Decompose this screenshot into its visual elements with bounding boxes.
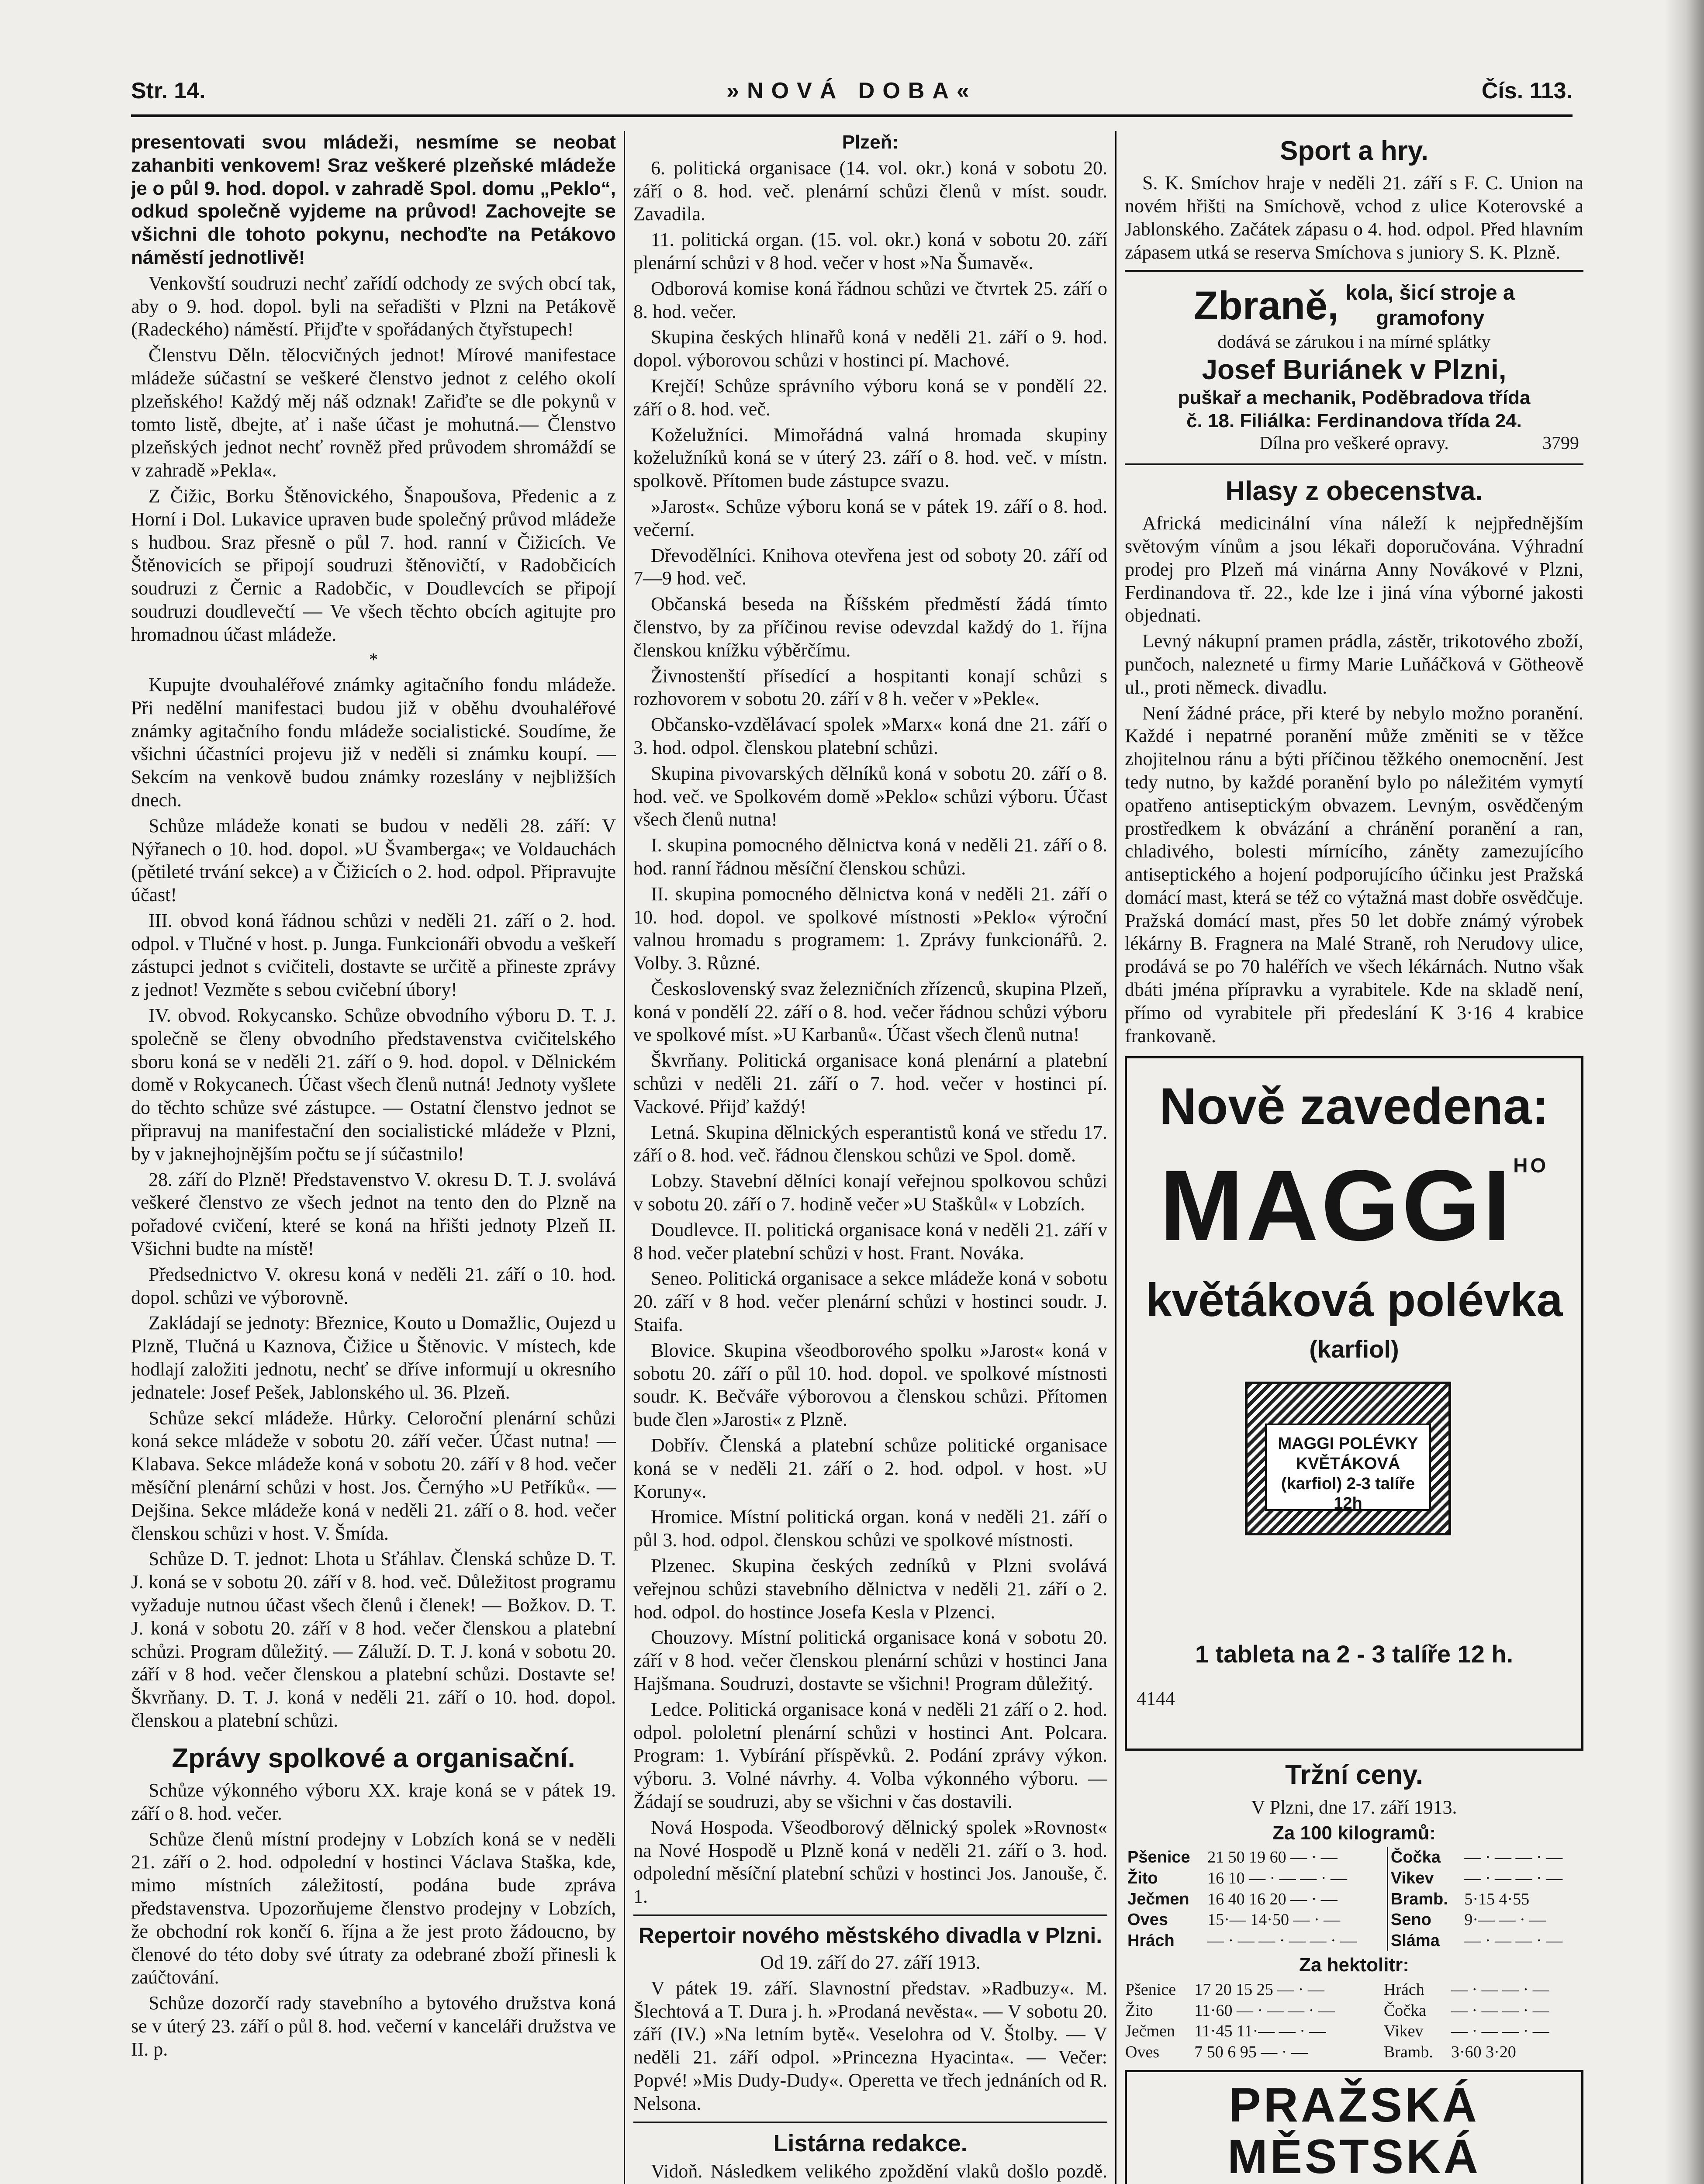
- letters-body: Vidoň. Následkem velikého zpoždění vlaků došlo pozdě.: [651, 2160, 1107, 2182]
- divider: [1125, 270, 1583, 272]
- paragraph: Lobzy. Stavební dělníci konají veřejnou spolkovou schůzi v sobotu 20. září o 7. hodině večer »U Staškůl« v Lobzích.: [633, 1170, 1107, 1215]
- paragraph: Blovice. Skupina všeodborového spolku »Jarost« koná v sobotu 20. září o půl 10. hod. dopol. ve spolkové místnosti soudr. K. Bečváře výborovou a členskou schůzi. Přítomen bude člen »Jarosti« z Plzně.: [633, 1339, 1107, 1431]
- price-row: [1125, 1910, 1583, 1931]
- commodity-name: Vikev: [1383, 2022, 1424, 2041]
- paragraph: Letná. Skupina dělnických esperantistů koná ve středu 17. září o 8. hod. več. řádnou členskou schůzi ve Spol. domě.: [633, 1121, 1107, 1166]
- column-3: [1125, 131, 1583, 2184]
- price-row: [1125, 2021, 1583, 2042]
- commodity-name: Žito: [1127, 1869, 1158, 1887]
- letters-heading: Listárna redakce.: [773, 2130, 968, 2156]
- market-unit-label: Za 100 kilogramů:: [1272, 1822, 1436, 1844]
- price-row: [1125, 1931, 1583, 1952]
- commodity-name: Pšenice: [1127, 1848, 1190, 1867]
- paragraph: III. obvod koná řádnou schůzi v neděli 21. září o 2. hod. odpol. v Tlučné v host. p. Junga. Funkcionáři obvodu a veškeří zástupci jednot s cvičiteli, dostavte se určitě a přineste zprávy z jednot! Vezměte s sebou cvičební úbory!: [131, 909, 616, 1001]
- section-heading: Zprávy spolkové a organisační.: [172, 1743, 575, 1773]
- paragraph: Předsednictvo V. okresu koná v neděli 21. září o 10. hod. dopol. schůzi ve výborovně.: [131, 1263, 616, 1308]
- paragraph: 6. politická organisace (14. vol. okr.) koná v sobotu 20. září o 8. hod. več. plenární schůzi členů v míst. soudr. Zavadila.: [633, 157, 1107, 225]
- ad-headline: [1125, 280, 1583, 331]
- commodity-prices: — · — — · —: [1464, 1931, 1563, 1950]
- paragraph: Skupina pivovarských dělníků koná v sobotu 20. září o 8. hod. več. ve Spolkovém domě »Peklo« schůzi výboru. Účast všech členů nutna!: [633, 762, 1107, 830]
- market-prices-heading: Tržní ceny.: [1285, 1760, 1423, 1790]
- commodity-name: Čočka: [1387, 1847, 1462, 1868]
- commodity-prices: — · — — · — — · —: [1207, 1931, 1357, 1950]
- commodity-prices: 3·60 3·20: [1451, 2042, 1516, 2061]
- paragraph: Členstvu Děln. tělocvičných jednot! Mírové manifestace mládeže súčastní se veškeré členstvo jednot z celého okolí plzeňského! Každý měj náš odznak! Zařiďte se dle pokynů v tomto listě, dbejte, ať i naše účast je mohutná.— Členstvo plzeňských jednot nechť rovněž před průvodem shromáždí se v zahradě »Pekla«.: [131, 344, 616, 481]
- paragraph: 11. politická organ. (15. vol. okr.) koná v sobotu 20. září plenární schůzi v 8 hod. večer v host »Na Šumavě«.: [633, 229, 1107, 273]
- commodity-name: Hrách: [1127, 1931, 1175, 1950]
- ad-title: PRAŽSKÁ: [1229, 2078, 1479, 2132]
- commodity-prices: 11·60 — · — — · —: [1194, 2001, 1335, 2020]
- paragraph: Ledce. Politická organisace koná v neděli 21 září o 2. hod. odpol. pololetní plenární schůzi v hostinci Ant. Polcara. Program: 1. Vybírání příspěvků. 2. Podání zprávy výkon. výboru. 3. Volné návrhy. 4. Volba výkonného výboru. — Žádají se soudruzi, aby se všichni v čas dostavili.: [633, 1698, 1107, 1812]
- paragraph: IV. obvod. Rokycansko. Schůze obvodního výboru D. T. J. společně se členy obvodního představenstva cvičitelského sboru koná se v neděli 21. září o 9. hod. dopol. v Dělnickém domě v Rokycanech. Účast všech členů nutná! Jednoty vyšlete do těchto schůze své zástupce. — Ostatní členstvo jednot se připravuj na manifestační den socialistické mládeže v Plzni, by v jaknejhojnějším počtu se jí súčastnilo!: [131, 1005, 616, 1165]
- divider: [633, 1914, 1107, 1916]
- maggi-advertisement: [1125, 1056, 1583, 1751]
- column-rule-2: [1115, 131, 1116, 2184]
- repertoire-body: V pátek 19. září. Slavnostní představ. »Radbuzy«. M. Šlechtová a T. Dura j. h. »Prodaná nevěsta«. — V sobotu 20. září (IV.) »Na letním bytě«. Veselohra od V. Štolby. — V neděli 21. září odpol. »Princezna Hyacinta«. — Večer: Popvé! »Mis Dudy-Dudy«. Operetta ve třech jednáních od R. Nelsona.: [633, 1977, 1107, 2114]
- zbrane-advertisement: [1125, 280, 1583, 454]
- price-row: [1125, 1889, 1583, 1910]
- paragraph: Schůze mládeže konati se budou v neděli 28. září: V Nýřanech o 10. hod. dopol. »U Švamberga«; ve Voldauchách (pětileté trvání sekce) a v Čižicích o 2. hod. odpol. Připravujte účast!: [131, 815, 616, 906]
- ad-line: dodává se zárukou i na mírné splátky: [1217, 332, 1491, 352]
- commodity-prices: 17 20 15 25 — · —: [1194, 1980, 1324, 1999]
- voices-heading: Hlasy z obecenstva.: [1225, 476, 1483, 506]
- paragraph: »Jarost«. Schůze výboru koná se v pátek 19. září o 8. hod. večerní.: [633, 495, 1107, 540]
- ad-line: puškař a mechanik, Poděbradova třída: [1178, 387, 1531, 408]
- paragraph: Není žádné práce, při které by nebylo možno poranění. Každé i nepatrné poranění může změniti se v těžce zhojitelnou ránu a býti příčinou těžkého onemocnění. Jest tedy nutno, by každé poranění bylo po náležitém vymytí opatřeno antiseptickým obvazem. Levným, osvědčeným prostředkem k obvázání a chránění poranění a ran, chladivého, bolesti mírnícího, záněty zamezujícího antiseptického a hojení podporujícího účinku jest Pražská domácí mast, která se též co výtažná mast dobře osvědčuje. Pražská domácí mast, přes 50 let dobře známý výrobek lékárny B. Fragnera na Malé Straně, roh Nerudovy ulice, prodává se po 70 haléřích ve všech lékárnách. Nutno však dbáti jména přípravku a vyrabitele. Kde na skladě není, přímo od vyrabitele při předeslání K 3·16 4 krabice frankovaně.: [1125, 702, 1583, 1047]
- paragraph: Skupina českých hlinařů koná v neděli 21. září o 9. hod. dopol. výborovou schůzi v hostinci pí. Machové.: [633, 326, 1107, 371]
- paragraph: Schůze sekcí mládeže. Hůrky. Celoroční plenární schůzi koná sekce mládeže v sobotu 20. září večer. Účast nutna! — Klabava. Sekce mládeže koná v sobotu 20. září v 8 hod. večer měsíční plenární schůzi v host. Jos. Černýho »U Petříků«. — Dejšina. Sekce mládeže koná v neděli 21. září o 8. hod. večer členskou schůzi v host. V. Šmída.: [131, 1407, 616, 1544]
- ad-company-name: Josef Buriánek v Plzni,: [1202, 354, 1507, 386]
- paragraph: Občanská beseda na Říšském předměstí žádá tímto členstvo, by za příčinou revise odevzdal každý do 1. října členskou knížku výběrčímu.: [633, 593, 1107, 661]
- paragraph: Schůze D. T. jednot: Lhota u Sťáhlav. Členská schůze D. T. J. koná se v sobotu 20. září v 8. hod. več. Důležitost programu vyžaduje nutnou účast všech členů i členek! — Božkov. D. T. J. koná v sobotu 20. září v 8 hod. večer členskou a platební schůzi. Program důležitý. — Záluží. D. T. J. koná v sobotu 20. září v 8 hod. večer členskou a platební schůzi. Dostavte se! Škvrňany. D. T. J. koná v neděli 21. září o 10. hod. dopol. členskou a platební schůzi.: [131, 1548, 616, 1731]
- brand-mark: HO: [1513, 1154, 1549, 1177]
- ad-line: kola, šicí stroje a: [1345, 281, 1515, 305]
- commodity-prices: — · — — · —: [1464, 1869, 1563, 1887]
- paragraph: Kupujte dvouhaléřové známky agitačního fondu mládeže. Při nedělní manifestaci budou již v oběhu dvouhaléřové známky agitačního fondu mládeže socialistické. Soudíme, že všichni účastníci projevu již v neděli si známku koupí. — Sekcím na venkově budou známky rozeslány v nejbližších dnech.: [131, 674, 616, 811]
- product-name: květáková polévka: [1145, 1273, 1563, 1327]
- column-rule-1: [624, 131, 625, 2184]
- commodity-prices: 15·— 14·50 — · —: [1207, 1911, 1341, 1929]
- paragraph: 28. září do Plzně! Představenstvo V. okresu D. T. J. svolává veškeré členstvo ze všech jednot na tento den do Plzně na pořadové cvičení, které se koná na hřišti jednoty Plzeň II. Všichni budte na místě!: [131, 1168, 616, 1260]
- column-1: [131, 131, 616, 2184]
- market-unit-label: Za hektolitr:: [1299, 1954, 1409, 1976]
- ad-line-text: Dílna pro veškeré opravy.: [1259, 433, 1449, 454]
- commodity-name: Hrách: [1383, 1980, 1424, 1999]
- commodity-prices: — · — — · —: [1464, 1848, 1563, 1867]
- commodity-prices: 7 50 6 95 — · —: [1194, 2042, 1308, 2061]
- paragraph: Krejčí! Schůze správního výboru koná se v pondělí 22. září o 8. hod. več.: [633, 375, 1107, 420]
- price-row: [1125, 2042, 1583, 2063]
- sport-paragraph: S. K. Smíchov hraje v neděli 21. září s F. C. Union na novém hřišti na Smíchově, vchod z ulice Koterovské a Jablonského. Začátek zápasu o 4. hod. odpol. Před hlavním zápasem utká se reserva Smíchova s juniory S. K. Plzně.: [1125, 172, 1583, 263]
- paragraph: Odborová komise koná řádnou schůzi ve čtvrtek 25. září o 8. hod. večer.: [633, 277, 1107, 322]
- price-row: [1125, 1847, 1583, 1868]
- repertoire-heading: Repertoir nového městského divadla v Plzni.: [638, 1923, 1103, 1948]
- sport-heading: Sport a hry.: [1280, 136, 1428, 166]
- issue-number: Čís. 113.: [1481, 78, 1573, 104]
- commodity-name: Čočka: [1383, 2001, 1426, 2020]
- commodity-prices: 11·45 11·— — · —: [1194, 2022, 1326, 2041]
- ad-line: č. 18. Filiálka: Ferdinandova třída 24.: [1186, 410, 1522, 432]
- paragraph: Chouzovy. Místní politická organisace koná v sobotu 20. září v 8 hod. večer členskou plenární schůzi v hostinci Jana Hajšmana. Soudruzi, dostavte se všichni! Program důležitý.: [633, 1627, 1107, 1694]
- ad-title: Zbraně,: [1193, 283, 1339, 328]
- divider: [1125, 463, 1583, 465]
- commodity-name: Pšenice: [1125, 1980, 1176, 1999]
- product-package-illustration: [1245, 1382, 1451, 1535]
- price-line: 1 tableta na 2 - 3 talíře 12 h.: [1195, 1640, 1514, 1668]
- paragraph: presentovati svou mládeži, nesmíme se neobat zahanbiti venkovem! Sraz veškeré plzeňské mládeže je o půl 9. hod. dopol. v zahradě Spol. domu „Peklo“, odkud společně vyjdeme na průvod! Zachovejte se všichni dle tohoto pokynu, nechoďte na Petákovo náměstí jednotlivě!: [131, 131, 616, 268]
- paragraph: Dřevodělníci. Knihova otevřena jest od soboty 20. září od 7—9 hod. več.: [633, 544, 1107, 589]
- commodity-name: Ječmen: [1127, 1890, 1189, 1908]
- newspaper-title: »NOVÁ DOBA«: [726, 78, 977, 104]
- ad-side-text: [1346, 280, 1515, 331]
- paragraph: Živnostenští přísedící a hospitanti konají schůzi s rozhovorem v sobotu 20. září v 8 h. večer v »Pekle«.: [633, 665, 1107, 710]
- paragraph: Plzenec. Skupina českých zedníků v Plzni svolává veřejnou schůzi stavebního dělnictva v neděli 21. září o 2. hod. odpol. do hostince Josefa Kesla v Plzenci.: [633, 1555, 1107, 1623]
- masthead: [131, 78, 1573, 108]
- paragraph: Hromice. Místní politická organ. koná v neděli 21. září o půl 3. hod. odpol. členskou schůzi ve spolkové místnosti.: [633, 1506, 1107, 1551]
- masthead-rule: [131, 114, 1573, 117]
- maggi-logo: [1127, 1149, 1581, 1262]
- section-heading: Plzeň:: [842, 131, 899, 153]
- paragraph: Africká medicinální vína náleží k nejpřednějším světovým vínům a jsou lékaři doporučována. Výhradní prodej pro Plzeň má vinárna Anny Novákové v Plzni, Ferdinandova tř. 22., kde lze i jiná vína výborné jakosti objednati.: [1125, 512, 1583, 626]
- commodity-prices: 16 10 — · — — · —: [1207, 1869, 1347, 1887]
- commodity-name: Vikev: [1387, 1868, 1462, 1889]
- paragraph: Škvrňany. Politická organisace koná plenární a platební schůzi v neděli 21. září o 7. hod. večer v hostinci pí. Vackové. Přijď každý!: [633, 1050, 1107, 1117]
- commodity-prices: 16 40 16 20 — · —: [1207, 1890, 1338, 1908]
- ad-code: 3799: [1542, 433, 1579, 454]
- commodity-prices: — · — — · —: [1451, 1980, 1549, 1999]
- paragraph: Nová Hospoda. Všeodborový dělnický spolek »Rovnost« na Nové Hospodě u Plzně koná v neděli 21. září o 3. hod. odpolední měsíční platební schůzi v hostinci Jos. Janouše, č. 1.: [633, 1816, 1107, 1908]
- price-row: [1125, 2001, 1583, 2022]
- paragraph: Seneo. Politická organisace a sekce mládeže koná v sobotu 20. září v 8 hod. večer plenární schůzi v hostinci soudr. J. Staifa.: [633, 1268, 1107, 1336]
- paragraph: Schůze výkonného výboru XX. kraje koná se v pátek 19. září o 8. hod. večer.: [131, 1780, 616, 1824]
- market-date: V Plzni, dne 17. září 1913.: [1251, 1796, 1457, 1818]
- price-row: [1125, 1868, 1583, 1889]
- paragraph: Schůze členů místní prodejny v Lobzích koná se v neděli 21. září o 2. hod. odpolední v hostinci Václava Staška, kde, mimo místních záležitostí, podána bude zpráva představenstva. Upozorňujeme členstvo prodejny v Lobzích, že obchodní rok končí 6. října a že jest proto žádoucno, by členové do této doby své útraty za odebrané zboží přinesli k zaúčtování.: [131, 1828, 616, 1988]
- product-subtitle: (karfiol): [1309, 1335, 1399, 1363]
- divider: [633, 2122, 1107, 2123]
- repertoire-dates: Od 19. září do 27. září 1913.: [760, 1951, 981, 1973]
- commodity-prices: 5·15 4·55: [1464, 1890, 1530, 1908]
- column-2: [633, 131, 1107, 2184]
- brand-text: MAGGI: [1159, 1149, 1514, 1262]
- price-row: [1125, 1980, 1583, 2001]
- paragraph: Československý svaz železničních zřízenců, skupina Plzeň, koná v pondělí 22. září o 8. hod. večer řádnou schůzi výboru ve spolkové míst. »U Karbanů«. Účast všech členů nutna!: [633, 978, 1107, 1046]
- paragraph: I. skupina pomocného dělnictva koná v neděli 21. září o 8. hod. ranní řádnou měsíční členskou schůzi.: [633, 834, 1107, 879]
- commodity-prices: 9·— — · —: [1464, 1911, 1546, 1929]
- page-number: Str. 14.: [131, 78, 206, 104]
- price-table-body: [1125, 1980, 1583, 2063]
- paragraph: Levný nákupní pramen prádla, zástěr, trikotového zboží, punčoch, nalezneté u firmy Marie Luňáčková v Götheově ul., proti německ. divadlu.: [1125, 630, 1583, 698]
- commodity-prices: — · — — · —: [1451, 2022, 1549, 2041]
- commodity-name: Bramb.: [1387, 1889, 1462, 1910]
- ad-code: 4144: [1137, 1688, 1175, 1710]
- commodity-name: Ječmen: [1125, 2022, 1175, 2041]
- ad-line: [1125, 432, 1583, 454]
- section-divider: *: [369, 650, 378, 670]
- commodity-name: Seno: [1387, 1910, 1462, 1931]
- paragraph: II. skupina pomocného dělnictva koná v neděli 21. září o 10. hod. dopol. ve spolkové místnosti »Peklo« výroční valnou hromadu s programem: 1. Zprávy funkcionářů. 2. Volby. 3. Různé.: [633, 883, 1107, 974]
- prazska-mestska-advertisement: [1125, 2070, 1583, 2184]
- ad-headline: Nově zavedena:: [1159, 1078, 1549, 1136]
- ad-title: MĚSTSKÁ: [1227, 2129, 1481, 2184]
- commodity-name: Oves: [1127, 1911, 1168, 1929]
- commodity-prices: 21 50 19 60 — · —: [1207, 1848, 1338, 1867]
- commodity-name: Oves: [1125, 2042, 1160, 2061]
- paragraph: Koželužníci. Mimořádná valná hromada skupiny koželužníků koná se v úterý 23. září o 8. hod. več. v místn. spolkově. Přítomen bude zástupce svazu.: [633, 424, 1107, 492]
- paragraph: Zakládají se jednoty: Březnice, Kouto u Domažlic, Oujezd u Plzně, Tlučná u Kaznova, Čižice u Štěnovic. V místech, kde hodlají založiti jednotu, nechť se dříve informují u okresního jednatele: Josef Pešek, Jablonského ul. 36. Plzeň.: [131, 1312, 616, 1403]
- page-fold-shadow: [1665, 0, 1704, 2184]
- commodity-name: Sláma: [1387, 1931, 1462, 1952]
- paragraph: Venkovští soudruzi nechť zařídí odchody ze svých obcí tak, aby o 9. hod. dopol. byli na seřadišti v Plzni na Petákově (Radeckého) náměstí. Přijďte v spořádaných čtyřstupech!: [131, 272, 616, 340]
- package-label: MAGGI POLÉVKY KVĚTÁKOVÁ (karfiol) 2-3 talíře 12h: [1265, 1424, 1431, 1511]
- price-table-hl: [1125, 1980, 1583, 2063]
- price-table-kg: [1125, 1847, 1583, 1951]
- paragraph: Dobřív. Členská a platební schůze politické organisace koná se v neděli 21. září o 2. hod. odpol. v host. »U Koruny«.: [633, 1434, 1107, 1502]
- commodity-name: Bramb.: [1383, 2042, 1433, 2061]
- commodity-prices: — · — — · —: [1451, 2001, 1549, 2020]
- paragraph: Schůze dozorčí rady stavebního a bytového družstva koná se v úterý 23. září o půl 8. hod. večerní v kanceláři družstva ve II. p.: [131, 1992, 616, 2060]
- paragraph: Občansko-vzdělávací spolek »Marx« koná dne 21. září o 3. hod. odpol. členskou platební schůzi.: [633, 714, 1107, 758]
- ad-line: gramofony: [1376, 307, 1485, 330]
- commodity-name: Žito: [1125, 2001, 1153, 2020]
- price-table-body: [1125, 1847, 1583, 1951]
- paragraph: Z Čižic, Borku Štěnovického, Šnapoušova, Předenic a z Horní i Dol. Lukavice upraven bude společný průvod mládeže s hudbou. Sraz přesně o půl 7. hod. ranní v Čižicích. Ve Štěnovicích se připojí soudruzi štěnovičtí, v Radobčicích soudruzi z Černic a Radobčic, v Doudlevcích se připojí soudruzi doudlevečtí — Ve všech těchto obcích agitujte pro hromadnou účast mládeže.: [131, 485, 616, 645]
- paragraph: Doudlevce. II. politická organisace koná v neděli 21. září v 8 hod. večer platební schůzi v host. Frant. Nováka.: [633, 1219, 1107, 1264]
